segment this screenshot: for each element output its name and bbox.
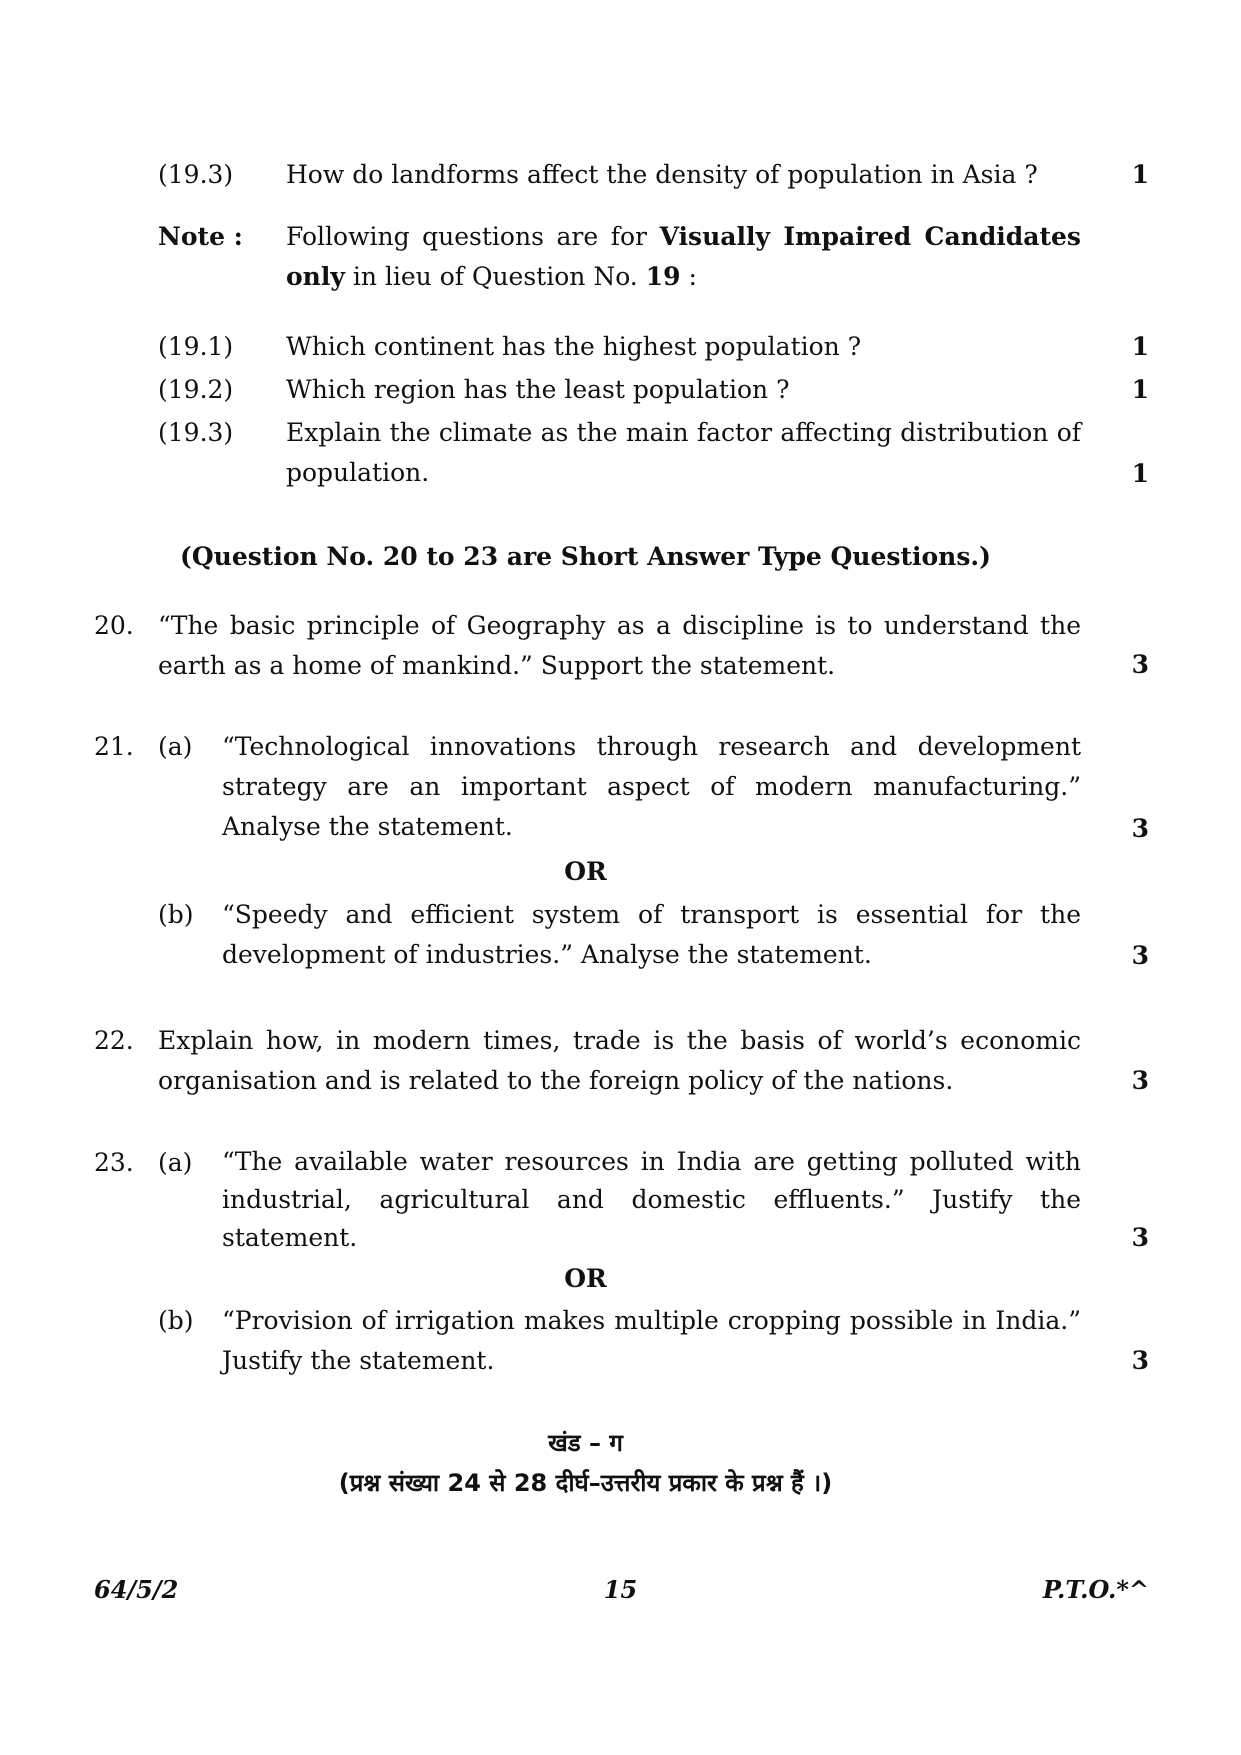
note-text-part: : <box>680 262 697 291</box>
question-text: Which continent has the highest population ? <box>286 332 862 361</box>
page-number: 15 <box>603 1575 638 1604</box>
marks: 3 <box>1131 650 1149 679</box>
note-text-part: Following questions are for <box>286 222 660 251</box>
marks: 3 <box>1131 1066 1149 1095</box>
question-text: “The basic principle of Geography as a discipline is to understand the earth as a home of mankind.” Support the statement. <box>158 611 1081 680</box>
question-number: (19.2) <box>158 375 234 404</box>
or-separator: OR <box>564 857 607 886</box>
question-text: “Speedy and efficient system of transport is essential for the development of industries.” Analyse the statement. <box>222 900 1081 969</box>
note-question-ref: 19 <box>645 262 681 291</box>
question-text: “Provision of irrigation makes multiple cropping possible in India.” Justify the statement. <box>222 1306 1081 1375</box>
option-label: (a) <box>158 1148 193 1177</box>
question-text: How do landforms affect the density of population in Asia ? <box>286 160 1038 189</box>
question-number: 22. <box>94 1026 134 1055</box>
question-text: Explain how, in modern times, trade is the basis of world’s economic organisation and is related to the foreign policy of the nations. <box>158 1026 1081 1095</box>
note-emphasis: Visually Impaired Candidates <box>659 222 1081 251</box>
marks: 3 <box>1131 1346 1149 1375</box>
question-number: (19.1) <box>158 332 234 361</box>
question-text: “Technological innovations through research and development strategy are an important aspect of modern manufacturing.” Analyse the statement. <box>222 732 1081 841</box>
question-number: (19.3) <box>158 418 234 447</box>
question-text: Which region has the least population ? <box>286 375 790 404</box>
marks: 1 <box>1131 332 1149 361</box>
marks: 1 <box>1131 160 1149 189</box>
paper-code: 64/5/2 <box>94 1575 179 1604</box>
note-label: Note : <box>158 222 243 251</box>
question-text: “The available water resources in India are getting polluted with industrial, agricultural and domestic effluents.” Justify the statement. <box>222 1147 1081 1252</box>
note-text <box>286 217 1081 297</box>
option-label: (a) <box>158 732 193 761</box>
question-number: (19.3) <box>158 160 234 189</box>
question-number: 20. <box>94 611 134 640</box>
marks: 1 <box>1131 459 1149 488</box>
hindi-subtitle: (प्रश्न संख्या 24 से 28 दीर्घ–उत्तरीय प्रकार के प्रश्न हैं ।) <box>338 1469 833 1497</box>
hindi-section-heading: खंड – ग <box>548 1429 623 1457</box>
marks: 3 <box>1131 1223 1149 1252</box>
section-heading: (Question No. 20 to 23 are Short Answer Type Questions.) <box>180 542 991 571</box>
option-label: (b) <box>158 900 194 929</box>
note-text-part: in lieu of Question No. <box>344 262 646 291</box>
option-label: (b) <box>158 1306 194 1335</box>
marks: 3 <box>1131 941 1149 970</box>
or-separator: OR <box>564 1264 607 1293</box>
marks: 3 <box>1131 814 1149 843</box>
question-number: 23. <box>94 1148 134 1177</box>
question-number: 21. <box>94 732 134 761</box>
marks: 1 <box>1131 375 1149 404</box>
pto-label: P.T.O.*^ <box>1042 1575 1149 1604</box>
question-text: Explain the climate as the main factor affecting distribution of population. <box>286 418 1081 487</box>
note-emphasis-only: only <box>286 262 345 291</box>
